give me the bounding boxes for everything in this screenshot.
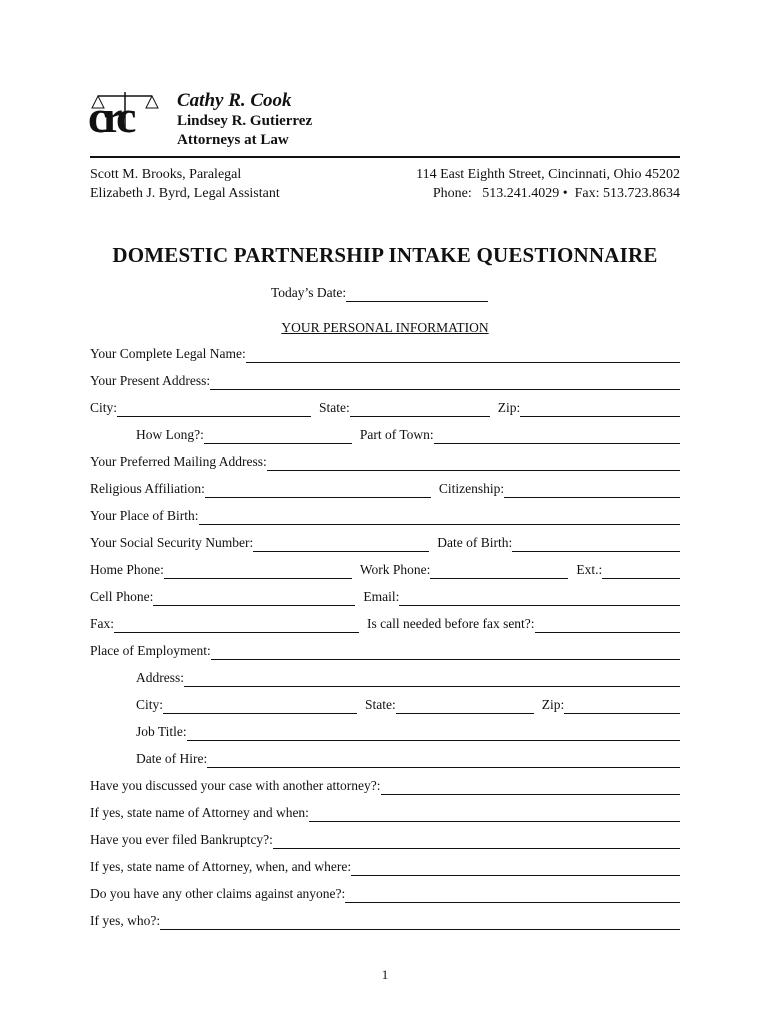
email-field[interactable] — [399, 590, 680, 606]
part-of-town-label: Part of Town: — [359, 427, 434, 442]
mailing-address-row — [90, 451, 680, 471]
firm-descriptor: Attorneys at Law — [177, 132, 289, 148]
employer-city-field[interactable] — [163, 698, 357, 714]
svg-text:crc: crc — [88, 92, 131, 136]
job-title-label: Job Title: — [136, 724, 187, 739]
employer-zip-field[interactable] — [564, 698, 680, 714]
todays-date-row — [271, 282, 501, 302]
how-long-row — [136, 424, 680, 444]
cell-phone-label: Cell Phone: — [90, 589, 154, 604]
present-address-field[interactable] — [210, 374, 680, 390]
fax-field[interactable] — [114, 617, 359, 633]
religious-affiliation-label: Religious Affiliation: — [90, 481, 205, 496]
todays-date-field[interactable] — [346, 286, 488, 302]
ssn-field[interactable] — [253, 536, 429, 552]
mailing-address-label: Your Preferred Mailing Address: — [90, 454, 267, 469]
home-phone-field[interactable] — [164, 563, 352, 579]
other-claims-who-field[interactable] — [160, 914, 680, 930]
cell-email-row — [90, 586, 680, 606]
job-title-field[interactable] — [187, 725, 680, 741]
ext-field[interactable] — [602, 563, 680, 579]
place-of-employment-field[interactable] — [211, 644, 680, 660]
citizenship-field[interactable] — [504, 482, 680, 498]
legal-name-field[interactable] — [246, 347, 680, 363]
present-address-label: Your Present Address: — [90, 373, 211, 388]
work-phone-label: Work Phone: — [359, 562, 431, 577]
place-of-employment-row — [90, 640, 680, 660]
call-before-fax-label: Is call needed before fax sent?: — [367, 616, 535, 631]
fax-label: Fax: — [90, 616, 115, 631]
religion-citizenship-row — [90, 478, 680, 498]
other-attorney-field[interactable] — [381, 779, 680, 795]
employer-zip-label: Zip: — [541, 697, 565, 712]
bankruptcy-details-field[interactable] — [351, 860, 680, 876]
employer-address-label: Address: — [136, 670, 184, 685]
place-of-birth-label: Your Place of Birth: — [90, 508, 199, 523]
work-phone-field[interactable] — [430, 563, 568, 579]
staff-legal-assistant: Elizabeth J. Byrd, Legal Assistant — [90, 186, 280, 201]
email-label: Email: — [363, 589, 400, 604]
attorney-name-secondary: Lindsey R. Gutierrez — [177, 113, 313, 129]
todays-date-label: Today’s Date: — [271, 285, 347, 300]
date-of-birth-label: Date of Birth: — [437, 535, 513, 550]
bankruptcy-field[interactable] — [273, 833, 680, 849]
city-label: City: — [90, 400, 118, 415]
bankruptcy-details-row — [90, 856, 680, 876]
employer-address-field[interactable] — [184, 671, 680, 687]
place-of-employment-label: Place of Employment: — [90, 643, 211, 658]
employer-state-field[interactable] — [396, 698, 534, 714]
part-of-town-field[interactable] — [434, 428, 680, 444]
other-attorney-label: Have you discussed your case with another attorney?: — [90, 778, 381, 793]
other-attorney-name-label: If yes, state name of Attorney and when: — [90, 805, 309, 820]
employer-state-label: State: — [365, 697, 396, 712]
legal-name-label: Your Complete Legal Name: — [90, 346, 246, 361]
phone-row — [90, 559, 680, 579]
ssn-dob-row — [90, 532, 680, 552]
firm-address: 114 East Eighth Street, Cincinnati, Ohio 45202 — [416, 167, 680, 182]
date-of-birth-field[interactable] — [512, 536, 680, 552]
form-title: DOMESTIC PARTNERSHIP INTAKE QUESTIONNAIRE — [112, 243, 658, 267]
other-claims-field[interactable] — [345, 887, 680, 903]
citizenship-label: Citizenship: — [438, 481, 505, 496]
home-phone-label: Home Phone: — [90, 562, 164, 577]
place-of-birth-row — [90, 505, 680, 525]
firm-contact: Phone: 513.241.4029 • Fax: 513.723.8634 — [432, 186, 680, 201]
other-claims-label: Do you have any other claims against anyone?: — [90, 886, 346, 901]
date-of-hire-field[interactable] — [207, 752, 680, 768]
ext-label: Ext.: — [576, 562, 603, 577]
place-of-birth-field[interactable] — [199, 509, 680, 525]
employer-city-row — [136, 694, 680, 714]
employer-city-label: City: — [136, 697, 164, 712]
bankruptcy-row — [90, 829, 680, 849]
staff-paralegal: Scott M. Brooks, Paralegal — [90, 167, 242, 182]
how-long-label: How Long?: — [136, 427, 204, 442]
call-before-fax-field[interactable] — [535, 617, 680, 633]
cell-phone-field[interactable] — [153, 590, 355, 606]
other-claims-who-row — [90, 910, 680, 930]
how-long-field[interactable] — [204, 428, 352, 444]
fax-row — [90, 613, 680, 633]
attorney-name-primary: Cathy R. Cook — [177, 90, 292, 111]
legal-name-row — [90, 343, 680, 363]
bankruptcy-details-label: If yes, state name of Attorney, when, and where: — [90, 859, 352, 874]
city-field[interactable] — [117, 401, 311, 417]
employer-address-row — [136, 667, 680, 687]
other-attorney-name-field[interactable] — [309, 806, 680, 822]
bankruptcy-label: Have you ever filed Bankruptcy?: — [90, 832, 273, 847]
letterhead-divider — [90, 156, 680, 158]
zip-field[interactable] — [520, 401, 680, 417]
other-attorney-name-row — [90, 802, 680, 822]
mailing-address-field[interactable] — [267, 455, 680, 471]
firm-logo — [88, 92, 162, 136]
date-of-hire-row — [136, 748, 680, 768]
other-claims-row — [90, 883, 680, 903]
other-claims-who-label: If yes, who?: — [90, 913, 161, 928]
state-label: State: — [319, 400, 350, 415]
other-attorney-row — [90, 775, 680, 795]
city-state-zip-row — [90, 397, 680, 417]
state-field[interactable] — [350, 401, 490, 417]
zip-label: Zip: — [497, 400, 521, 415]
ssn-label: Your Social Security Number: — [90, 535, 254, 550]
religious-affiliation-field[interactable] — [205, 482, 431, 498]
section-title: YOUR PERSONAL INFORMATION — [281, 320, 489, 335]
date-of-hire-label: Date of Hire: — [136, 751, 208, 766]
page-number: 1 — [381, 967, 389, 982]
job-title-row — [136, 721, 680, 741]
present-address-row — [90, 370, 680, 390]
